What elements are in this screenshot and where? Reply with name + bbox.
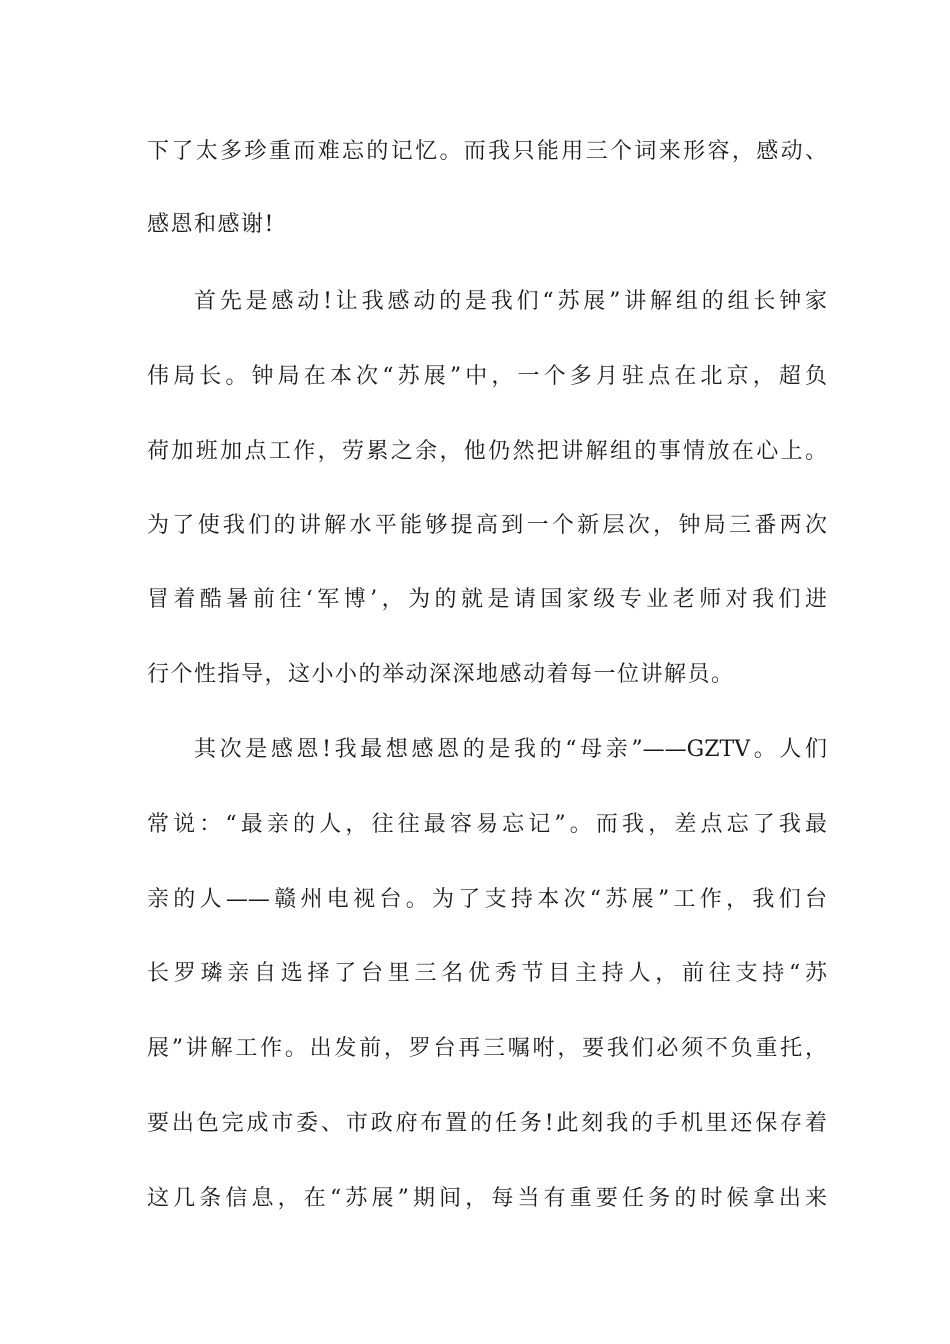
text-line-5: 荷加班加点工作，劳累之余，他仍然把讲解组的事情放在心上。: [147, 439, 827, 464]
text-line-11: 亲的人——赣州电视台。为了支持本次“苏展”工作，我们台: [147, 887, 827, 912]
text-line-12: 长罗璘亲自选择了台里三名优秀节目主持人，前往支持“苏: [147, 961, 827, 986]
text-line-1: 下了太多珍重而难忘的记忆。而我只能用三个词来形容，感动、: [147, 139, 827, 164]
text-line-8: 行个性指导，这小小的举动深深地感动着每一位讲解员。: [147, 662, 735, 687]
text-line-15: 这几条信息，在“苏展”期间，每当有重要任务的时候拿出来: [147, 1186, 827, 1211]
text-line-13: 展”讲解工作。出发前，罗台再三嘱咐，要我们必须不负重托，: [147, 1036, 827, 1061]
text-line-14: 要出色完成市委、市政府布置的任务!此刻我的手机里还保存着: [147, 1111, 827, 1136]
text-line-6: 为了使我们的讲解水平能够提高到一个新层次，钟局三番两次: [147, 513, 827, 538]
text-line-7: 冒着酷暑前往‘军博’，为的就是请国家级专业老师对我们进: [147, 587, 827, 612]
text-line-2: 感恩和感谢!: [147, 212, 275, 237]
text-line-10: 常说：“最亲的人，往往最容易忘记”。而我，差点忘了我最: [147, 812, 827, 837]
text-line-9: 其次是感恩!我最想感恩的是我的“母亲”——GZTV。人们: [194, 737, 827, 762]
text-line-3: 首先是感动!让我感动的是我们“苏展”讲解组的组长钟家: [194, 289, 827, 314]
text-line-4: 伟局长。钟局在本次“苏展”中，一个多月驻点在北京，超负: [147, 364, 827, 389]
